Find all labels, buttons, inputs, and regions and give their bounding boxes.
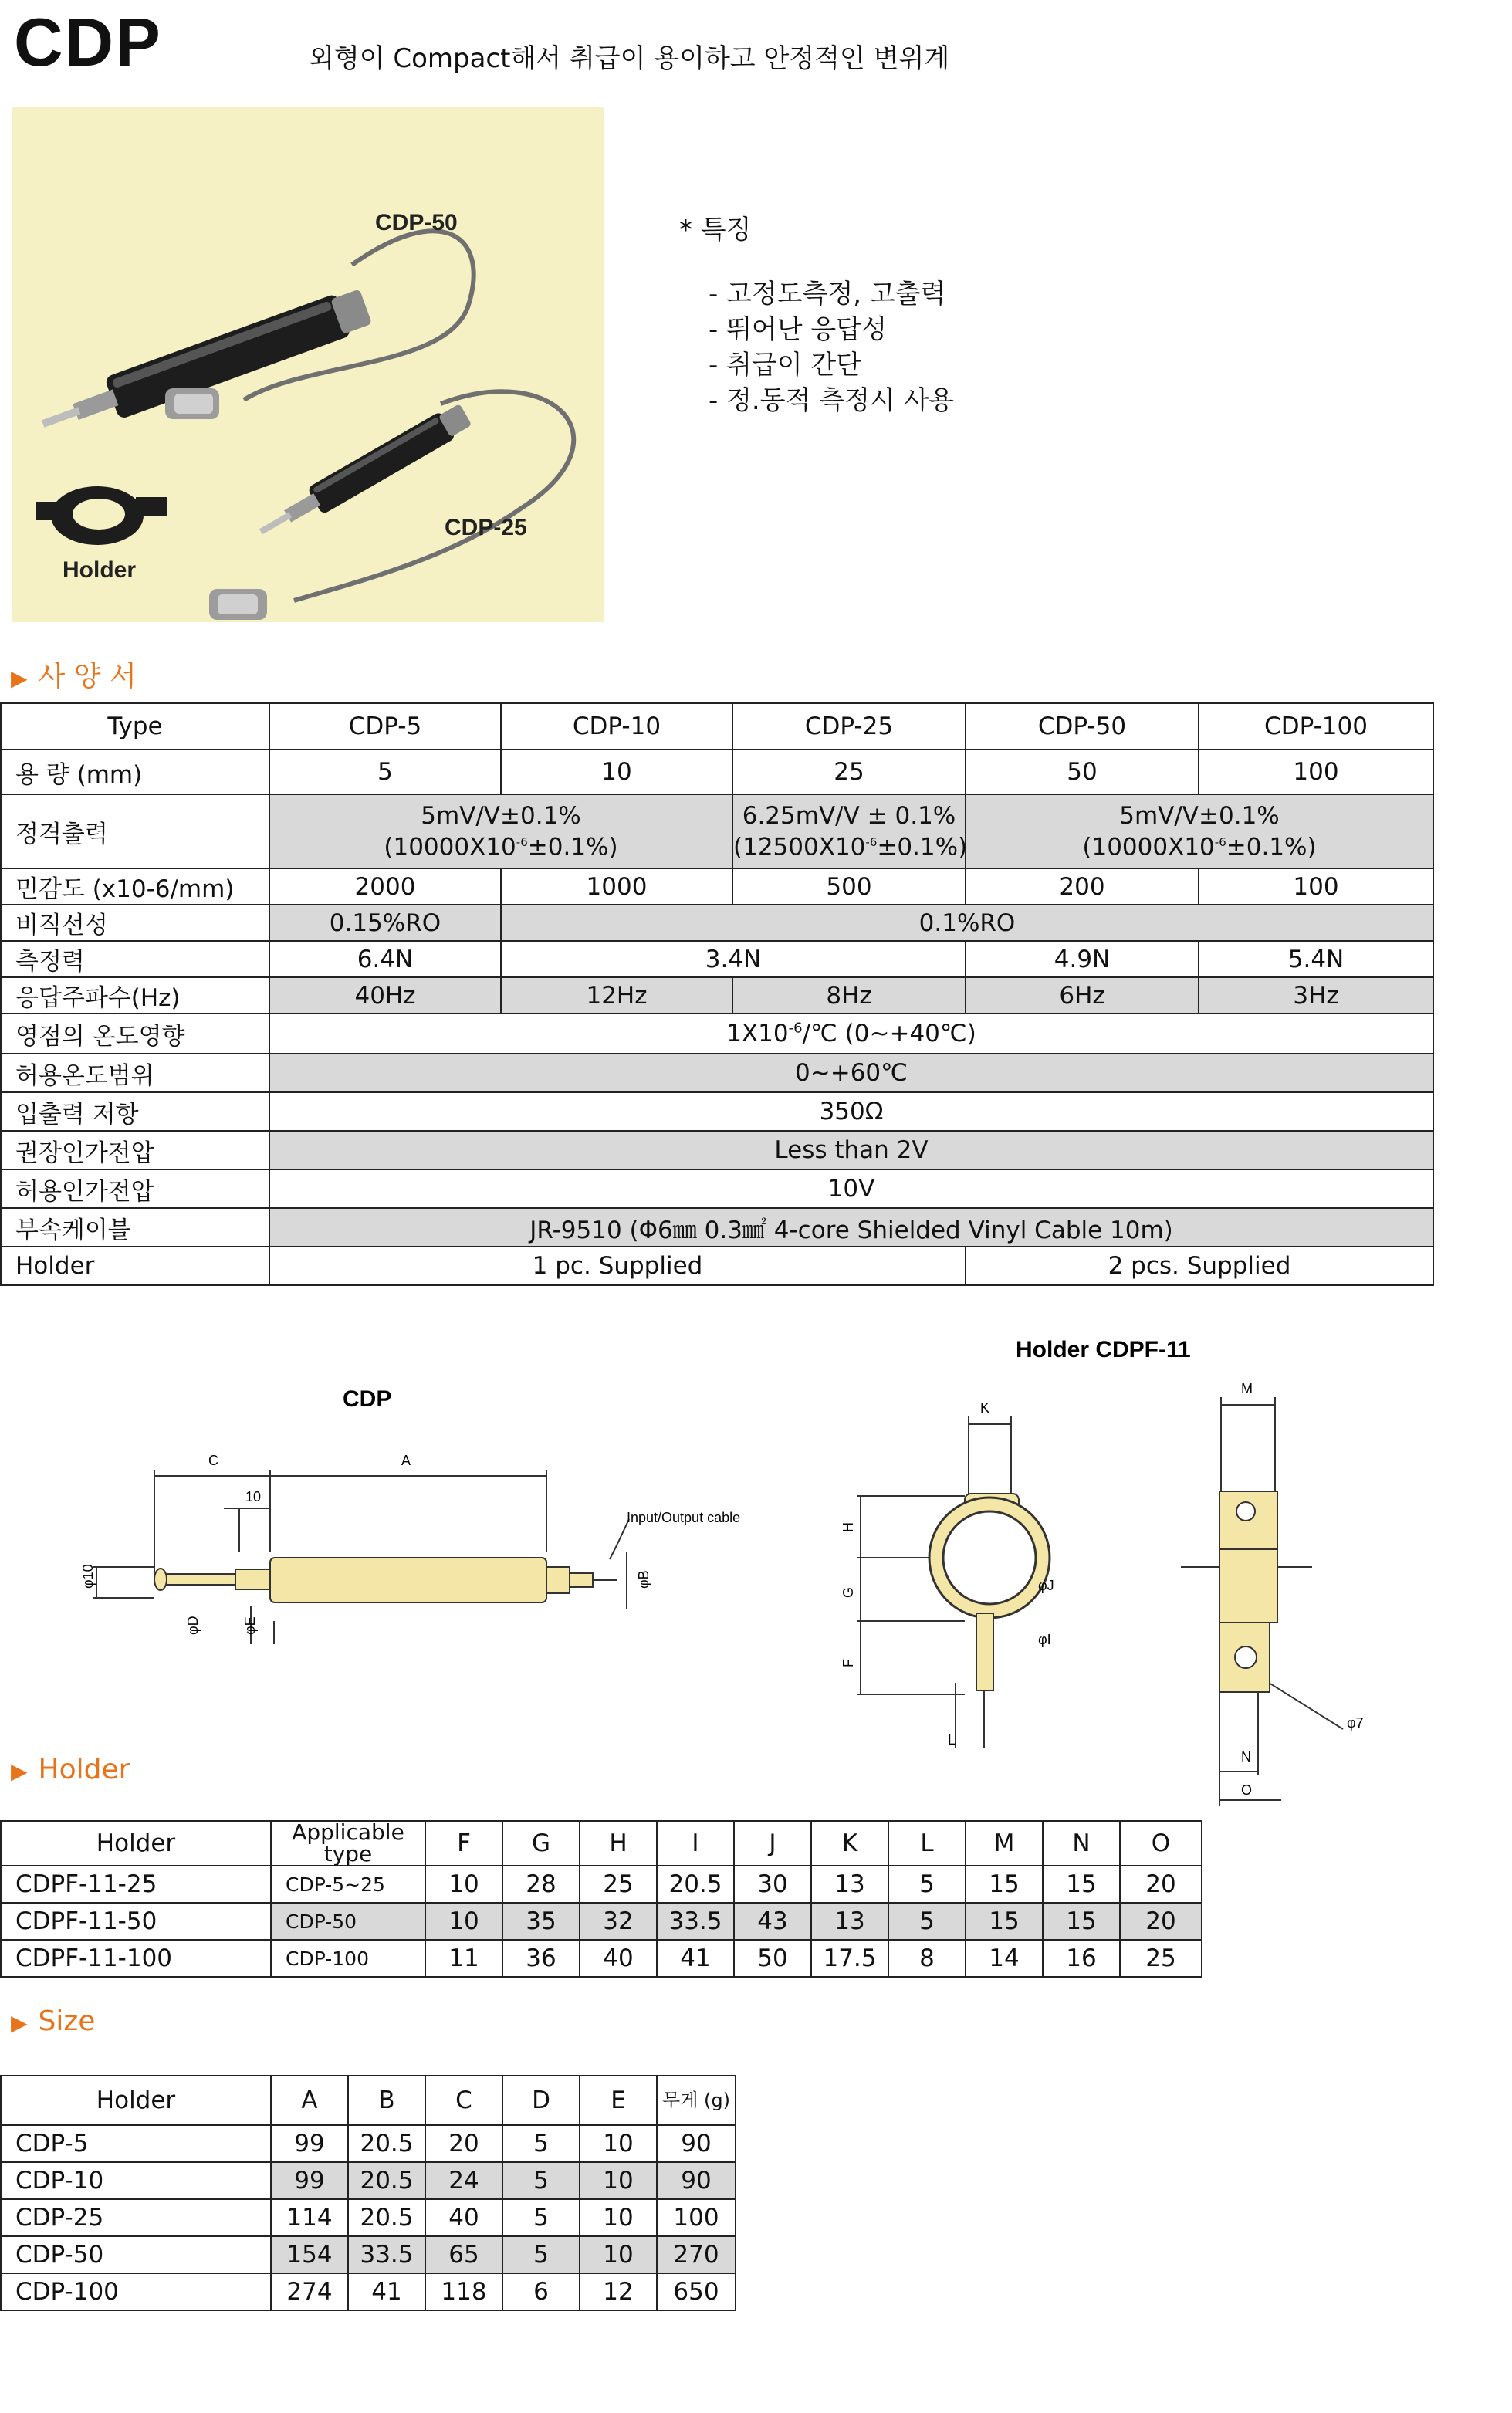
feature-item: - 취급이 간단 — [709, 350, 862, 381]
holder-cell: 43 — [734, 1903, 811, 1940]
spec-row-label: 권장인가전압 — [1, 1131, 269, 1169]
table-row — [1, 2273, 736, 2310]
holder-header-cell: N — [1043, 1821, 1120, 1866]
holder-cell: 8 — [888, 1940, 966, 1977]
features-title: * 특징 — [679, 215, 752, 245]
table-row — [1, 2125, 736, 2162]
feature-item: - 정.동적 측정시 사용 — [709, 385, 955, 416]
size-cell: 20.5 — [348, 2125, 425, 2162]
table-row — [1, 703, 1433, 750]
spec-cell: JR-9510 (Φ6㎜ 0.3㎟ 4-core Shielded Vinyl Cable 10m) — [269, 1208, 1433, 1247]
size-cell: 41 — [348, 2273, 425, 2310]
spec-cell: 100 — [1199, 750, 1433, 794]
spec-cell: 4.9N — [966, 941, 1199, 977]
holder-cell: 28 — [502, 1866, 580, 1903]
spec-cell: 12Hz — [501, 977, 732, 1014]
size-cell: 20 — [425, 2125, 502, 2162]
spec-cell: 1 pc. Supplied — [269, 1247, 966, 1285]
dim-label-n: N — [1241, 1749, 1251, 1765]
dim-label-phi10: φ10 — [80, 1564, 96, 1589]
table-row — [1, 1169, 1433, 1208]
spec-cell: Less than 2V — [269, 1131, 1433, 1169]
spec-header-cell: CDP-5 — [269, 703, 501, 750]
spec-cell: 500 — [732, 868, 966, 905]
spec-header-cell: CDP-100 — [1199, 703, 1433, 750]
holder-cell: CDP-50 — [271, 1903, 425, 1940]
size-cell: 6 — [502, 2273, 580, 2310]
spec-row-label: 허용온도범위 — [1, 1054, 269, 1092]
size-cell: CDP-50 — [1, 2236, 271, 2273]
spec-row-label: 부속케이블 — [1, 1208, 269, 1247]
holder-cell: 36 — [502, 1940, 580, 1977]
size-cell: 12 — [580, 2273, 657, 2310]
spec-cell: 6.25mV/V ± 0.1% $(12500X10^{-6}\pm 0.1\%)$ — [732, 794, 966, 868]
spec-section-title: ▶ 사 양 서 — [11, 661, 137, 692]
holder-table — [0, 1820, 1202, 1978]
holder-cell: 50 — [734, 1940, 811, 1977]
holder-cell: 35 — [502, 1903, 580, 1940]
size-cell: 118 — [425, 2273, 502, 2310]
size-cell: 20.5 — [348, 2162, 425, 2199]
holder-cell: 25 — [1120, 1940, 1202, 1977]
table-row — [1, 868, 1433, 905]
holder-cell: 13 — [811, 1866, 888, 1903]
holder-header-cell: Applicable type — [271, 1821, 425, 1866]
holder-header-cell: M — [966, 1821, 1043, 1866]
spec-cell: 50 — [966, 750, 1199, 794]
spec-header-cell: CDP-50 — [966, 703, 1199, 750]
table-row — [1, 2076, 736, 2125]
size-section-title: ▶ Size — [11, 2005, 96, 2037]
spec-row-label: 응답주파수(Hz) — [1, 977, 269, 1014]
holder-cell: 15 — [966, 1866, 1043, 1903]
spec-cell: 5 — [269, 750, 501, 794]
size-cell: 5 — [502, 2162, 580, 2199]
photo-label-cdp25: CDP-25 — [445, 515, 527, 540]
size-cell: 5 — [502, 2236, 580, 2273]
features-list — [709, 276, 954, 418]
holder-cell: 14 — [966, 1940, 1043, 1977]
holder-cell: 16 — [1043, 1940, 1120, 1977]
holder-cell: 32 — [580, 1903, 657, 1940]
size-cell: 10 — [580, 2199, 657, 2236]
holder-cell: CDPF-11-50 — [1, 1903, 271, 1940]
size-cell: 100 — [657, 2199, 736, 2236]
table-row — [1, 750, 1433, 794]
drawing-title-holder: Holder CDPF-11 — [1016, 1337, 1191, 1362]
holder-section-title: ▶ Holder — [11, 1754, 130, 1785]
table-row — [1, 1821, 1202, 1866]
spec-cell: 0.1%RO — [501, 905, 1433, 941]
size-cell: 99 — [271, 2125, 348, 2162]
dim-label-l: L — [948, 1732, 956, 1748]
spec-cell: $1X10^{-6}/℃$ (0~+40℃) — [269, 1014, 1433, 1054]
dim-label-f: F — [841, 1659, 856, 1667]
table-row — [1, 794, 1433, 868]
table-row — [1, 2162, 736, 2199]
spec-cell: 3.4N — [501, 941, 966, 977]
table-row — [1, 1054, 1433, 1092]
spec-row-label: 정격출력 — [1, 794, 269, 868]
size-header-cell: C — [425, 2076, 502, 2125]
size-header-cell: 무게 (g) — [657, 2076, 736, 2125]
size-header-cell: E — [580, 2076, 657, 2125]
size-cell: 90 — [657, 2162, 736, 2199]
holder-header-cell: I — [657, 1821, 734, 1866]
size-cell: 114 — [271, 2199, 348, 2236]
table-row — [1, 1903, 1202, 1940]
table-row — [1, 1092, 1433, 1131]
spec-row-label: 영점의 온도영향 — [1, 1014, 269, 1054]
spec-cell: 25 — [732, 750, 966, 794]
holder-cell: 13 — [811, 1903, 888, 1940]
dim-label-c: C — [208, 1453, 218, 1468]
holder-header-cell: Holder — [1, 1821, 271, 1866]
size-cell: 5 — [502, 2199, 580, 2236]
holder-header-cell: F — [425, 1821, 502, 1866]
spec-row-label: Holder — [1, 1247, 269, 1285]
spec-cell: 0.15%RO — [269, 905, 501, 941]
table-row — [1, 1208, 1433, 1247]
spec-row-label: 입출력 저항 — [1, 1092, 269, 1131]
spec-header-cell: CDP-10 — [501, 703, 732, 750]
product-logo: CDP — [14, 4, 162, 80]
spec-cell: 10 — [501, 750, 732, 794]
holder-cell: CDPF-11-25 — [1, 1866, 271, 1903]
size-cell: 154 — [271, 2236, 348, 2273]
product-photo — [12, 107, 604, 622]
dim-label-phid: φD — [185, 1616, 201, 1635]
holder-cell: 25 — [580, 1866, 657, 1903]
size-cell: 20.5 — [348, 2199, 425, 2236]
spec-cell: 100 — [1199, 868, 1433, 905]
triangle-bullet-icon: ▶ — [11, 1758, 28, 1784]
spec-cell: 8Hz — [732, 977, 966, 1014]
holder-cell: 5 — [888, 1866, 966, 1903]
table-row — [1, 2199, 736, 2236]
holder-header-cell: K — [811, 1821, 888, 1866]
dim-label-a: A — [401, 1453, 411, 1468]
size-cell: CDP-10 — [1, 2162, 271, 2199]
holder-cell: 5 — [888, 1903, 966, 1940]
holder-cell: 30 — [734, 1866, 811, 1903]
dim-label-10: 10 — [245, 1489, 262, 1504]
table-row — [1, 1247, 1433, 1285]
spec-cell: 2 pcs. Supplied — [966, 1247, 1433, 1285]
feature-item: - 뛰어난 응답성 — [709, 314, 887, 345]
size-header-cell: B — [348, 2076, 425, 2125]
spec-cell: 40Hz — [269, 977, 501, 1014]
dim-label-phie: φE — [242, 1616, 258, 1635]
product-tagline: 외형이 Compact해서 취급이 용이하고 안정적인 변위계 — [309, 43, 950, 74]
holder-cell: 20 — [1120, 1866, 1202, 1903]
photo-label-cdp50: CDP-50 — [375, 210, 458, 235]
holder-cell: 40 — [580, 1940, 657, 1977]
spec-cell: 3Hz — [1199, 977, 1433, 1014]
spec-cell: 6.4N — [269, 941, 501, 977]
table-row — [1, 905, 1433, 941]
table-row — [1, 1131, 1433, 1169]
spec-cell: 5.4N — [1199, 941, 1433, 977]
spec-row-label: 민감도 (x10-6/mm) — [1, 868, 269, 905]
spec-cell: 0~+60℃ — [269, 1054, 1433, 1092]
size-cell: 10 — [580, 2125, 657, 2162]
holder-header-cell: O — [1120, 1821, 1202, 1866]
dim-label-phij: φJ — [1038, 1578, 1054, 1593]
spec-cell: 2000 — [269, 868, 501, 905]
dim-label-h: H — [841, 1522, 856, 1532]
spec-cell: 1000 — [501, 868, 732, 905]
table-row — [1, 1866, 1202, 1903]
spec-row-label: 측정력 — [1, 941, 269, 977]
holder-cell: CDP-100 — [271, 1940, 425, 1977]
dim-label-m: M — [1241, 1381, 1253, 1396]
table-row — [1, 941, 1433, 977]
size-cell: 10 — [580, 2162, 657, 2199]
size-cell: 90 — [657, 2125, 736, 2162]
size-cell: 24 — [425, 2162, 502, 2199]
holder-cell: 10 — [425, 1866, 502, 1903]
holder-cell: CDP-5~25 — [271, 1866, 425, 1903]
dimension-drawings — [0, 1312, 1512, 1806]
holder-cell: 20.5 — [657, 1866, 734, 1903]
holder-header-cell: L — [888, 1821, 966, 1866]
size-cell: CDP-100 — [1, 2273, 271, 2310]
dim-label-phi7: φ7 — [1347, 1715, 1364, 1731]
spec-cell: 6Hz — [966, 977, 1199, 1014]
spec-cell: 200 — [966, 868, 1199, 905]
triangle-bullet-icon: ▶ — [11, 665, 28, 691]
size-header-cell: D — [502, 2076, 580, 2125]
holder-cell: CDPF-11-100 — [1, 1940, 271, 1977]
spec-cell: 10V — [269, 1169, 1433, 1208]
spec-header-cell: Type — [1, 703, 269, 750]
spec-cell: 350Ω — [269, 1092, 1433, 1131]
triangle-bullet-icon: ▶ — [11, 2010, 28, 2036]
holder-cell: 20 — [1120, 1903, 1202, 1940]
size-cell: 5 — [502, 2125, 580, 2162]
spec-cell: 5mV/V±0.1% $(10000X10^{-6}\pm 0.1\%)$ — [966, 794, 1433, 868]
feature-item: - 고정도측정, 고출력 — [709, 279, 946, 310]
spec-table — [0, 702, 1434, 1286]
holder-cell: 15 — [966, 1903, 1043, 1940]
size-cell: 40 — [425, 2199, 502, 2236]
holder-header-cell: H — [580, 1821, 657, 1866]
size-cell: 270 — [657, 2236, 736, 2273]
spec-row-label: 용 량 (mm) — [1, 750, 269, 794]
holder-cell: 17.5 — [811, 1940, 888, 1977]
size-table — [0, 2075, 736, 2311]
product-illustration — [12, 107, 604, 622]
dim-label-phib: φB — [636, 1570, 651, 1589]
dim-label-o: O — [1241, 1782, 1253, 1798]
holder-cell: 33.5 — [657, 1903, 734, 1940]
size-cell: CDP-25 — [1, 2199, 271, 2236]
photo-label-holder: Holder — [63, 557, 137, 583]
drawing-title-cdp: CDP — [343, 1386, 392, 1412]
table-row — [1, 2236, 736, 2273]
size-cell: 33.5 — [348, 2236, 425, 2273]
holder-cell: 15 — [1043, 1903, 1120, 1940]
size-header-cell: A — [271, 2076, 348, 2125]
size-cell: 274 — [271, 2273, 348, 2310]
dim-label-phii: φI — [1038, 1632, 1051, 1647]
size-cell: 65 — [425, 2236, 502, 2273]
size-cell: 650 — [657, 2273, 736, 2310]
table-row — [1, 1940, 1202, 1977]
holder-cell: 41 — [657, 1940, 734, 1977]
holder-cell: 10 — [425, 1903, 502, 1940]
dim-label-g: G — [841, 1586, 856, 1598]
spec-cell: 5mV/V±0.1% $(10000X10^{-6}\pm 0.1\%)$ — [269, 794, 732, 868]
size-cell: 99 — [271, 2162, 348, 2199]
spec-row-label: 비직선성 — [1, 905, 269, 941]
spec-row-label: 허용인가전압 — [1, 1169, 269, 1208]
holder-header-cell: G — [502, 1821, 580, 1866]
table-row — [1, 1014, 1433, 1054]
spec-header-cell: CDP-25 — [732, 703, 966, 750]
dim-label-cable: Input/Output cable — [627, 1510, 741, 1525]
holder-header-cell: J — [734, 1821, 811, 1866]
holder-cell: 15 — [1043, 1866, 1120, 1903]
size-header-cell: Holder — [1, 2076, 271, 2125]
size-cell: CDP-5 — [1, 2125, 271, 2162]
dim-label-k: K — [980, 1400, 990, 1416]
size-cell: 10 — [580, 2236, 657, 2273]
table-row — [1, 977, 1433, 1014]
holder-cell: 11 — [425, 1940, 502, 1977]
